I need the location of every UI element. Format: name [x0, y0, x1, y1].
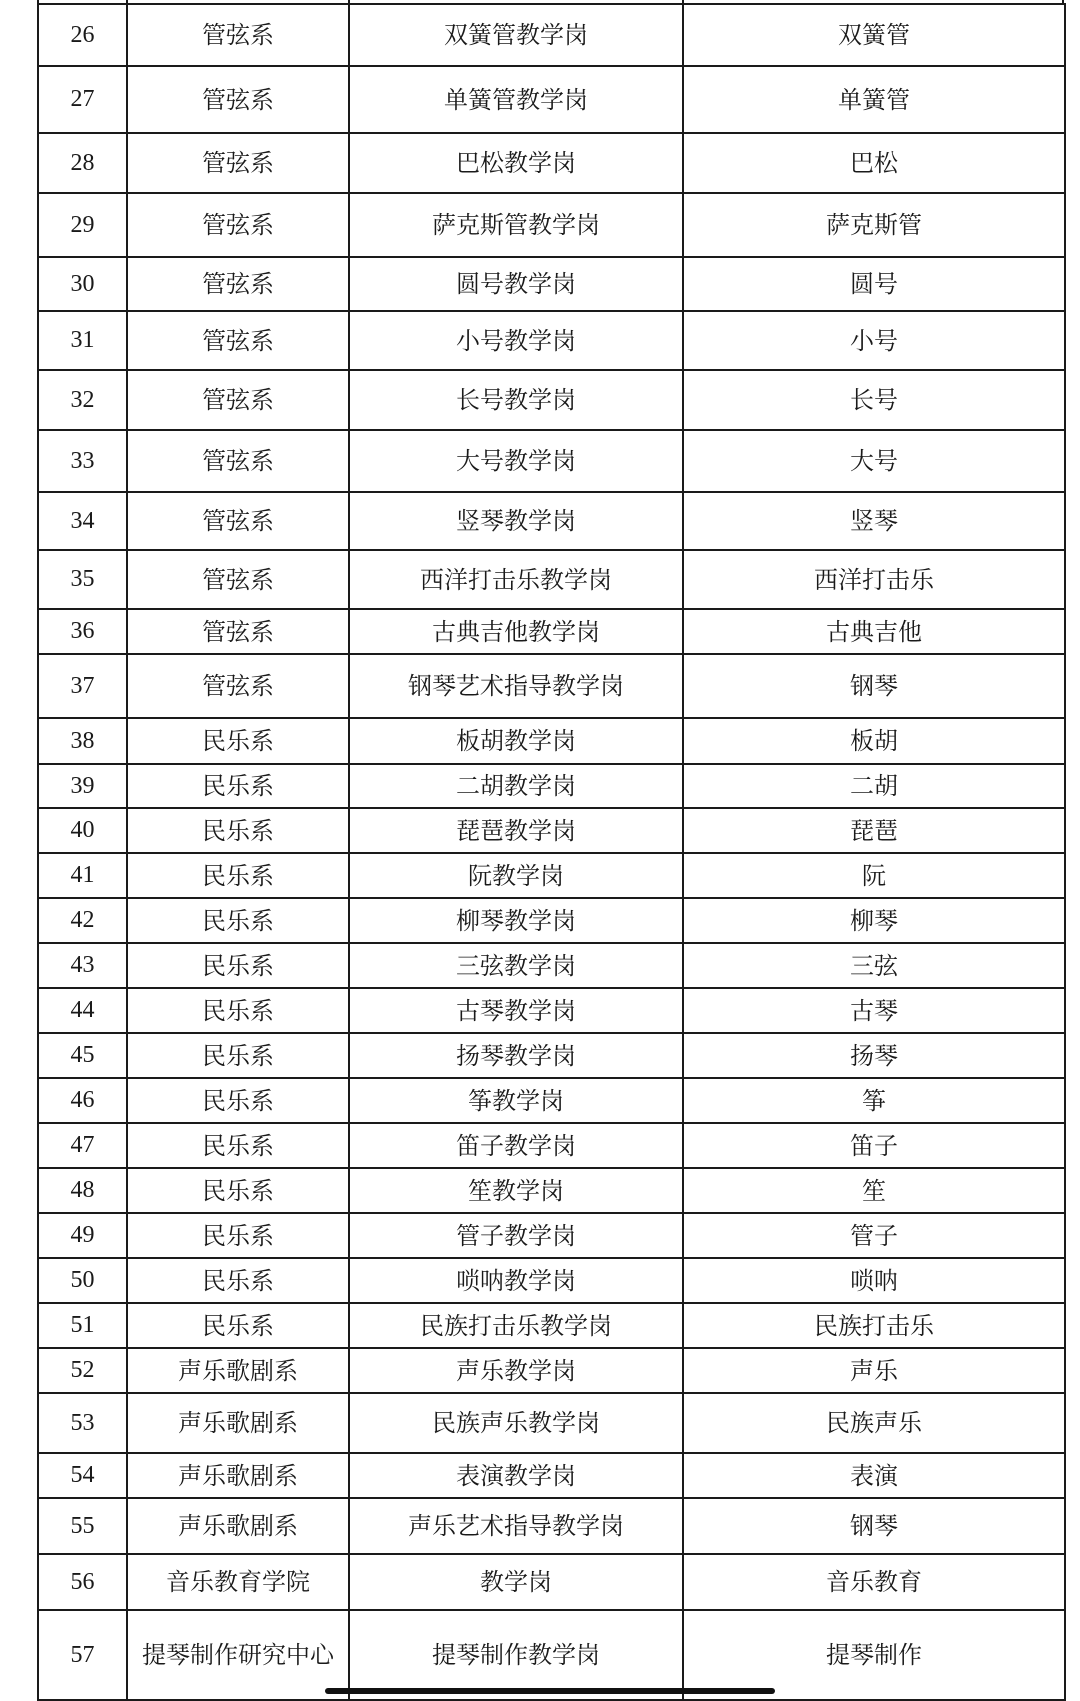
post-cell: 笙教学岗 [349, 1168, 683, 1213]
post-cell: 竖琴教学岗 [349, 492, 683, 550]
department-cell: 民乐系 [127, 988, 349, 1033]
department-cell: 民乐系 [127, 808, 349, 853]
row-number: 53 [38, 1393, 127, 1453]
post-cell: 双簧管教学岗 [349, 4, 683, 66]
post-cell: 声乐教学岗 [349, 1348, 683, 1393]
table-row [38, 1078, 1065, 1123]
row-number: 33 [38, 430, 127, 492]
row-number: 39 [38, 764, 127, 808]
row-number: 52 [38, 1348, 127, 1393]
major-cell: 琵琶 [683, 808, 1065, 853]
major-cell: 双簧管 [683, 4, 1065, 66]
post-cell: 二胡教学岗 [349, 764, 683, 808]
post-cell: 笛子教学岗 [349, 1123, 683, 1168]
row-number: 56 [38, 1554, 127, 1610]
post-cell: 民族打击乐教学岗 [349, 1303, 683, 1348]
table-row [38, 898, 1065, 943]
row-number: 54 [38, 1453, 127, 1498]
major-cell: 唢呐 [683, 1258, 1065, 1303]
row-number: 36 [38, 609, 127, 654]
major-cell: 表演 [683, 1453, 1065, 1498]
post-cell: 管子教学岗 [349, 1213, 683, 1258]
major-cell: 管子 [683, 1213, 1065, 1258]
row-number: 27 [38, 66, 127, 133]
post-cell: 长号教学岗 [349, 370, 683, 430]
row-number: 42 [38, 898, 127, 943]
table-row [38, 492, 1065, 550]
department-cell: 提琴制作研究中心 [127, 1610, 349, 1700]
row-number: 51 [38, 1303, 127, 1348]
row-number: 46 [38, 1078, 127, 1123]
department-cell: 声乐歌剧系 [127, 1453, 349, 1498]
row-number: 43 [38, 943, 127, 988]
table-row [38, 1033, 1065, 1078]
major-cell: 筝 [683, 1078, 1065, 1123]
table-row [38, 430, 1065, 492]
post-cell: 阮教学岗 [349, 853, 683, 898]
row-number: 34 [38, 492, 127, 550]
post-cell: 萨克斯管教学岗 [349, 193, 683, 257]
table-row [38, 609, 1065, 654]
major-cell: 二胡 [683, 764, 1065, 808]
major-cell: 阮 [683, 853, 1065, 898]
post-cell: 三弦教学岗 [349, 943, 683, 988]
table-body [38, 4, 1065, 1700]
row-number: 28 [38, 133, 127, 193]
department-cell: 民乐系 [127, 943, 349, 988]
row-number: 55 [38, 1498, 127, 1554]
department-cell: 民乐系 [127, 1168, 349, 1213]
row-number: 35 [38, 550, 127, 609]
major-cell: 提琴制作 [683, 1610, 1065, 1700]
major-cell: 笛子 [683, 1123, 1065, 1168]
row-number: 48 [38, 1168, 127, 1213]
department-cell: 民乐系 [127, 1213, 349, 1258]
major-cell: 笙 [683, 1168, 1065, 1213]
table-row [38, 1303, 1065, 1348]
table-row [38, 193, 1065, 257]
department-cell: 管弦系 [127, 550, 349, 609]
row-number: 47 [38, 1123, 127, 1168]
post-cell: 钢琴艺术指导教学岗 [349, 654, 683, 718]
department-cell: 声乐歌剧系 [127, 1348, 349, 1393]
post-cell: 古典吉他教学岗 [349, 609, 683, 654]
post-cell: 表演教学岗 [349, 1453, 683, 1498]
major-cell: 三弦 [683, 943, 1065, 988]
row-number: 50 [38, 1258, 127, 1303]
table-row [38, 808, 1065, 853]
row-number: 37 [38, 654, 127, 718]
table-row [38, 66, 1065, 133]
table-row [38, 1554, 1065, 1610]
department-cell: 管弦系 [127, 654, 349, 718]
post-cell: 单簧管教学岗 [349, 66, 683, 133]
table-row [38, 1348, 1065, 1393]
table-row [38, 988, 1065, 1033]
major-cell: 柳琴 [683, 898, 1065, 943]
major-cell: 民族声乐 [683, 1393, 1065, 1453]
department-cell: 声乐歌剧系 [127, 1498, 349, 1554]
post-cell: 提琴制作教学岗 [349, 1610, 683, 1700]
table-row [38, 764, 1065, 808]
row-number: 41 [38, 853, 127, 898]
table-row [38, 370, 1065, 430]
row-number: 40 [38, 808, 127, 853]
department-cell: 民乐系 [127, 1033, 349, 1078]
table-row [38, 1610, 1065, 1700]
post-cell: 板胡教学岗 [349, 718, 683, 764]
department-cell: 管弦系 [127, 609, 349, 654]
major-cell: 巴松 [683, 133, 1065, 193]
positions-table [37, 3, 1066, 1701]
post-cell: 巴松教学岗 [349, 133, 683, 193]
row-number: 31 [38, 311, 127, 370]
row-number: 57 [38, 1610, 127, 1700]
post-cell: 大号教学岗 [349, 430, 683, 492]
department-cell: 管弦系 [127, 257, 349, 311]
table-row [38, 654, 1065, 718]
table-row [38, 853, 1065, 898]
table-row [38, 257, 1065, 311]
row-number: 49 [38, 1213, 127, 1258]
post-cell: 小号教学岗 [349, 311, 683, 370]
post-cell: 筝教学岗 [349, 1078, 683, 1123]
major-cell: 萨克斯管 [683, 193, 1065, 257]
major-cell: 小号 [683, 311, 1065, 370]
table-row [38, 1213, 1065, 1258]
post-cell: 古琴教学岗 [349, 988, 683, 1033]
row-number: 26 [38, 4, 127, 66]
major-cell: 古琴 [683, 988, 1065, 1033]
major-cell: 扬琴 [683, 1033, 1065, 1078]
post-cell: 琵琶教学岗 [349, 808, 683, 853]
department-cell: 音乐教育学院 [127, 1554, 349, 1610]
major-cell: 单簧管 [683, 66, 1065, 133]
department-cell: 管弦系 [127, 370, 349, 430]
department-cell: 管弦系 [127, 311, 349, 370]
post-cell: 扬琴教学岗 [349, 1033, 683, 1078]
row-number: 30 [38, 257, 127, 311]
department-cell: 管弦系 [127, 4, 349, 66]
post-cell: 唢呐教学岗 [349, 1258, 683, 1303]
department-cell: 管弦系 [127, 492, 349, 550]
department-cell: 管弦系 [127, 193, 349, 257]
department-cell: 民乐系 [127, 1078, 349, 1123]
major-cell: 民族打击乐 [683, 1303, 1065, 1348]
department-cell: 民乐系 [127, 1258, 349, 1303]
table-row [38, 4, 1065, 66]
table-row [38, 1393, 1065, 1453]
major-cell: 板胡 [683, 718, 1065, 764]
department-cell: 民乐系 [127, 898, 349, 943]
post-cell: 声乐艺术指导教学岗 [349, 1498, 683, 1554]
post-cell: 西洋打击乐教学岗 [349, 550, 683, 609]
department-cell: 管弦系 [127, 66, 349, 133]
major-cell: 长号 [683, 370, 1065, 430]
major-cell: 钢琴 [683, 1498, 1065, 1554]
table-row [38, 943, 1065, 988]
row-number: 29 [38, 193, 127, 257]
department-cell: 民乐系 [127, 853, 349, 898]
table-row [38, 1498, 1065, 1554]
major-cell: 声乐 [683, 1348, 1065, 1393]
major-cell: 西洋打击乐 [683, 550, 1065, 609]
table-row [38, 550, 1065, 609]
post-cell: 圆号教学岗 [349, 257, 683, 311]
table-row [38, 1258, 1065, 1303]
department-cell: 管弦系 [127, 133, 349, 193]
department-cell: 民乐系 [127, 1303, 349, 1348]
post-cell: 柳琴教学岗 [349, 898, 683, 943]
row-number: 44 [38, 988, 127, 1033]
major-cell: 音乐教育 [683, 1554, 1065, 1610]
table-row [38, 1123, 1065, 1168]
table-row [38, 133, 1065, 193]
post-cell: 教学岗 [349, 1554, 683, 1610]
major-cell: 古典吉他 [683, 609, 1065, 654]
department-cell: 民乐系 [127, 764, 349, 808]
row-number: 32 [38, 370, 127, 430]
table-row [38, 1168, 1065, 1213]
table-row [38, 718, 1065, 764]
row-number: 38 [38, 718, 127, 764]
department-cell: 民乐系 [127, 718, 349, 764]
table-row [38, 1453, 1065, 1498]
major-cell: 竖琴 [683, 492, 1065, 550]
department-cell: 民乐系 [127, 1123, 349, 1168]
row-number: 45 [38, 1033, 127, 1078]
post-cell: 民族声乐教学岗 [349, 1393, 683, 1453]
major-cell: 钢琴 [683, 654, 1065, 718]
home-indicator[interactable] [325, 1688, 775, 1694]
major-cell: 圆号 [683, 257, 1065, 311]
department-cell: 声乐歌剧系 [127, 1393, 349, 1453]
department-cell: 管弦系 [127, 430, 349, 492]
major-cell: 大号 [683, 430, 1065, 492]
table-row [38, 311, 1065, 370]
